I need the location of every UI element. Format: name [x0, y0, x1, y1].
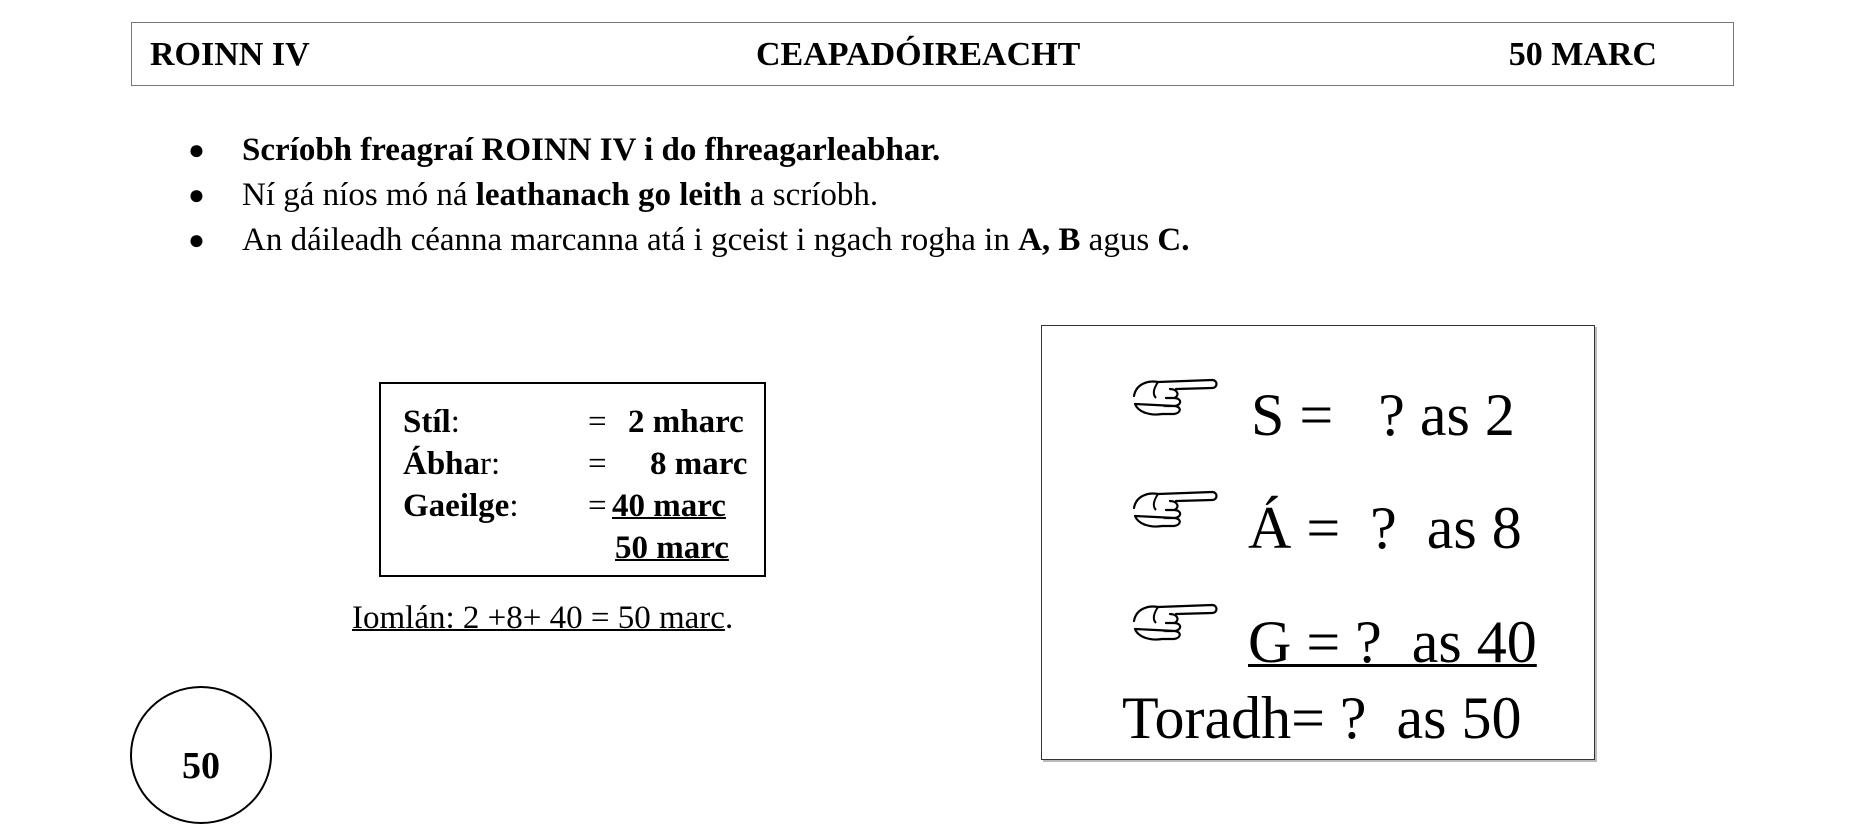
section-title: CEAPADÓIREACHT	[756, 36, 1081, 73]
bullet-icon: ●	[188, 180, 205, 211]
score-circle	[130, 686, 272, 824]
section-header	[131, 22, 1734, 86]
instruction-item: ● Ní gá níos mó ná leathanach go leith a scríobh.	[180, 173, 1190, 218]
result-content: Á = ? as 8	[1248, 495, 1522, 561]
result-irish: G = ? as 40	[1248, 609, 1537, 675]
total-sum-line: Iomlán: 2 +8+ 40 = 50 marc.	[352, 600, 734, 636]
bullet-icon: ●	[188, 225, 205, 256]
section-marks: 50 MARC	[1508, 36, 1657, 73]
instruction-item: ● Scríobh freagraí ROINN IV i do fhreagarleabhar.	[180, 128, 1190, 173]
result-total: Toradh= ? as 50	[1122, 685, 1522, 751]
marks-breakdown-box: Stíl: = 2 mharc Ábhar: = 8 marc Gaeilge: = 40 marc 50 marc	[379, 382, 766, 577]
instructions-list	[180, 128, 1190, 263]
section-number: ROINN IV	[150, 36, 310, 73]
instruction-item: ● An dáileadh céanna marcanna atá i gceist i ngach rogha in A, B agus C.	[180, 218, 1190, 263]
pointing-hand-icon	[1130, 486, 1220, 536]
bullet-icon: ●	[188, 135, 205, 166]
pointing-hand-icon	[1130, 374, 1220, 424]
result-style: S = ? as 2	[1251, 382, 1515, 448]
score-circle-value: 50	[182, 745, 220, 787]
pointing-hand-icon	[1130, 599, 1220, 649]
result-box	[1041, 325, 1595, 760]
